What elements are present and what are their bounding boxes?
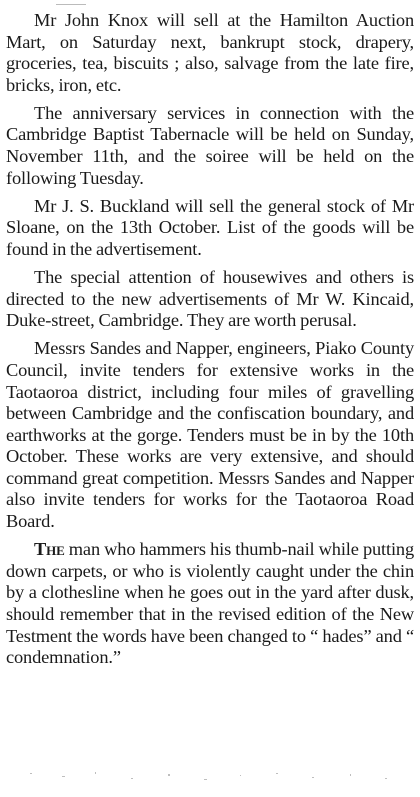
paragraph-tenders-taotaoroa: Messrs Sandes and Napper, engineers, Piako County Council, invite tenders for extensive works in the Taotaoroa district, including four miles of gravelling between Cambridge and the confiscation boundary, and earthworks at the gorge. Tenders must be in by the 10th October. These works are very extensive, and should command great competition. Messrs Sandes and Napper also invite tenders for works for the Taotaoroa Road Board. <box>6 338 414 532</box>
paragraph-baptist-anniversary: The anniversary services in connection with the Cambridge Baptist Tabernacle will be held on Sunday, November 11th, and the soiree will be held on the following Tuesday. <box>6 102 414 188</box>
newspaper-column <box>6 10 414 669</box>
paragraph-kincaid-advertisement: The special attention of housewives and others is directed to the new advertisements of Mr W. Kincaid, Duke-street, Cambridge. They are worth perusal. <box>6 267 414 331</box>
paragraph-buckland-sale: Mr J. S. Buckland will sell the general stock of Mr Sloane, on the 13th October. List of the goods will be found in the advertisement. <box>6 195 414 259</box>
print-speckle-texture <box>0 770 420 792</box>
paragraph-lead-word: The <box>34 539 65 560</box>
paragraph-knox-auction: Mr John Knox will sell at the Hamilton Auction Mart, on Saturday next, bankrupt stock, drapery, groceries, tea, biscuits ; also, salvage from the late fire, bricks, iron, etc. <box>6 10 414 95</box>
top-rule-fragment <box>56 4 86 5</box>
paragraph-body: man who hammers his thumb-nail while putting down carpets, or who is violently caught under the chin by a clothesline when he goes out in the yard after dusk, should remember that in the revised edition of the New Testment the words have been changed to “ hades” and “ condemnation.” <box>6 539 414 668</box>
paragraph-thumb-nail-humour <box>6 539 414 669</box>
